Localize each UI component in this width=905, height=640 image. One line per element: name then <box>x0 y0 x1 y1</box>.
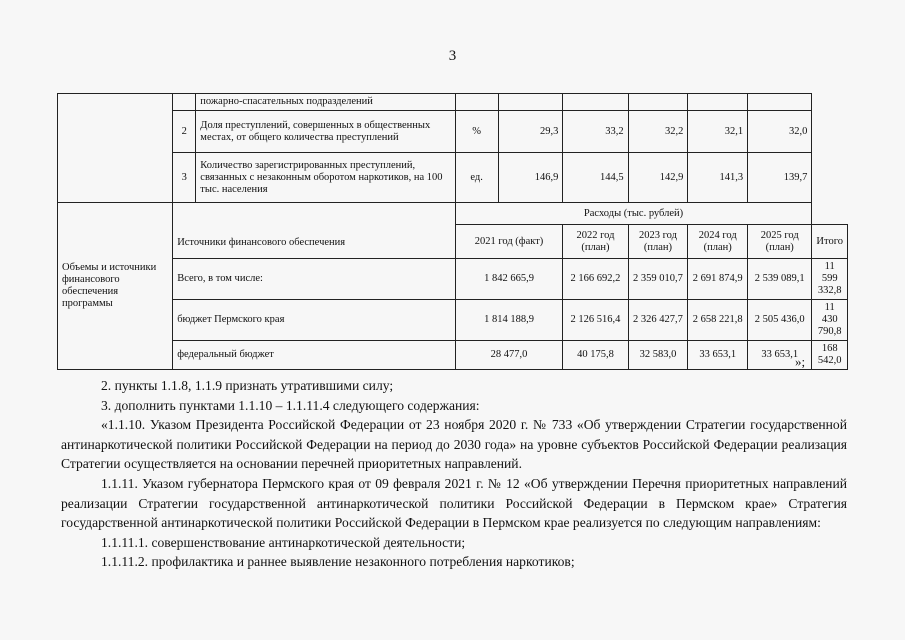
row-number: 2 <box>173 111 196 153</box>
paragraph: «1.1.10. Указом Президента Российской Федерации от 23 ноября 2020 г. № 733 «Об утверждении Стратегии государственной антинаркотической политики Российской Федерации на период до 2030 года» на уровне субъектов Российской Федерации реализация Стратегии осуществляется на основании перечней приоритетных направлений. <box>61 417 847 472</box>
document-body <box>61 376 847 572</box>
expenses-header: Расходы (тыс. рублей) <box>455 203 812 225</box>
indicator-value: 139,7 <box>748 153 812 203</box>
year-header: 2021 год (факт) <box>455 225 563 259</box>
year-header: 2023 год (план) <box>628 225 688 259</box>
indicator-value: 141,3 <box>688 153 748 203</box>
fin-row-label: Всего, в том числе: <box>173 259 455 300</box>
quote-end: »; <box>795 354 806 369</box>
fin-row-label: бюджет Пермского края <box>173 300 455 341</box>
fin-value: 168 542,0 <box>812 341 848 370</box>
paragraph: 2. пункты 1.1.8, 1.1.9 признать утратившими силу; <box>101 378 394 393</box>
row-number: 3 <box>173 153 196 203</box>
table-row <box>58 203 848 225</box>
indicator-value <box>688 94 748 111</box>
fin-value: 33 653,1 <box>688 341 748 370</box>
fin-value: 2 658 221,8 <box>688 300 748 341</box>
indicator-value: 29,3 <box>498 111 563 153</box>
fin-value: 33 653,1 <box>748 341 812 370</box>
paragraph: 1.1.11. Указом губернатора Пермского края от 09 февраля 2021 г. № 12 «Об утверждении Перечня приоритетных направлений реализации Стратегии государственной антинаркотической политики Российской Федерации в Пермском крае» Стратегия государственной антинаркотической политики Российской Федерации в Пермском крае реализуется по следующим направлениям: <box>61 475 847 531</box>
fin-value: 11 430 790,8 <box>812 300 848 341</box>
paragraph: 1.1.11.1. совершенствование антинаркотической деятельности; <box>101 534 466 550</box>
indicator-unit <box>455 94 498 111</box>
table-row <box>58 259 848 300</box>
sources-header: Источники финансового обеспечения <box>173 203 455 259</box>
page-number: 3 <box>448 48 457 64</box>
indicator-value: 144,5 <box>563 153 628 203</box>
indicator-value <box>748 94 812 111</box>
year-header: Итого <box>812 225 848 259</box>
fin-value: 2 359 010,7 <box>628 259 688 300</box>
indicator-value <box>498 94 563 111</box>
table-row <box>58 94 848 111</box>
year-header: 2025 год (план) <box>748 225 812 259</box>
fin-value: 11 599 332,8 <box>812 259 848 300</box>
indicator-text: Доля преступлений, совершенных в общественных местах, от общего количества преступлений <box>196 111 455 153</box>
fin-row-label: федеральный бюджет <box>173 341 455 370</box>
fin-value: 2 126 516,4 <box>563 300 628 341</box>
indicator-value: 142,9 <box>628 153 688 203</box>
table-row <box>58 153 848 203</box>
fin-value: 2 539 089,1 <box>748 259 812 300</box>
year-header: 2022 год (план) <box>563 225 628 259</box>
year-header: 2024 год (план) <box>688 225 748 259</box>
row-number <box>173 94 196 111</box>
indicator-unit: ед. <box>455 153 498 203</box>
fin-value: 1 814 188,9 <box>455 300 563 341</box>
fin-value: 2 326 427,7 <box>628 300 688 341</box>
paragraph: 1.1.11.2. профилактика и раннее выявление незаконного потребления наркотиков; <box>101 554 575 570</box>
table-row <box>58 300 848 341</box>
fin-value: 32 583,0 <box>628 341 688 370</box>
fin-value: 1 842 665,9 <box>455 259 563 300</box>
indicator-value: 32,2 <box>628 111 688 153</box>
table-row <box>58 111 848 153</box>
indicator-value: 33,2 <box>563 111 628 153</box>
indicator-value: 146,9 <box>498 153 563 203</box>
indicator-text: Количество зарегистрированных преступлений, связанных с незаконным оборотом наркотиков, на 100 тыс. населения <box>196 153 455 203</box>
paragraph: 3. дополнить пунктами 1.1.10 – 1.1.11.4 следующего содержания: <box>101 397 480 413</box>
indicator-unit: % <box>455 111 498 153</box>
fin-value: 40 175,8 <box>563 341 628 370</box>
section-label: Объемы и источники финансового обеспечения программы <box>58 203 173 370</box>
fin-value: 2 691 874,9 <box>688 259 748 300</box>
empty-label-cell <box>58 94 173 203</box>
indicator-value: 32,1 <box>688 111 748 153</box>
indicator-text: пожарно-спасательных подразделений <box>196 94 455 111</box>
indicator-value: 32,0 <box>748 111 812 153</box>
indicator-value <box>628 94 688 111</box>
fin-value: 28 477,0 <box>455 341 563 370</box>
indicator-value <box>563 94 628 111</box>
table-row <box>58 341 848 370</box>
fin-value: 2 166 692,2 <box>563 259 628 300</box>
fin-value: 2 505 436,0 <box>748 300 812 341</box>
program-table <box>57 93 848 370</box>
